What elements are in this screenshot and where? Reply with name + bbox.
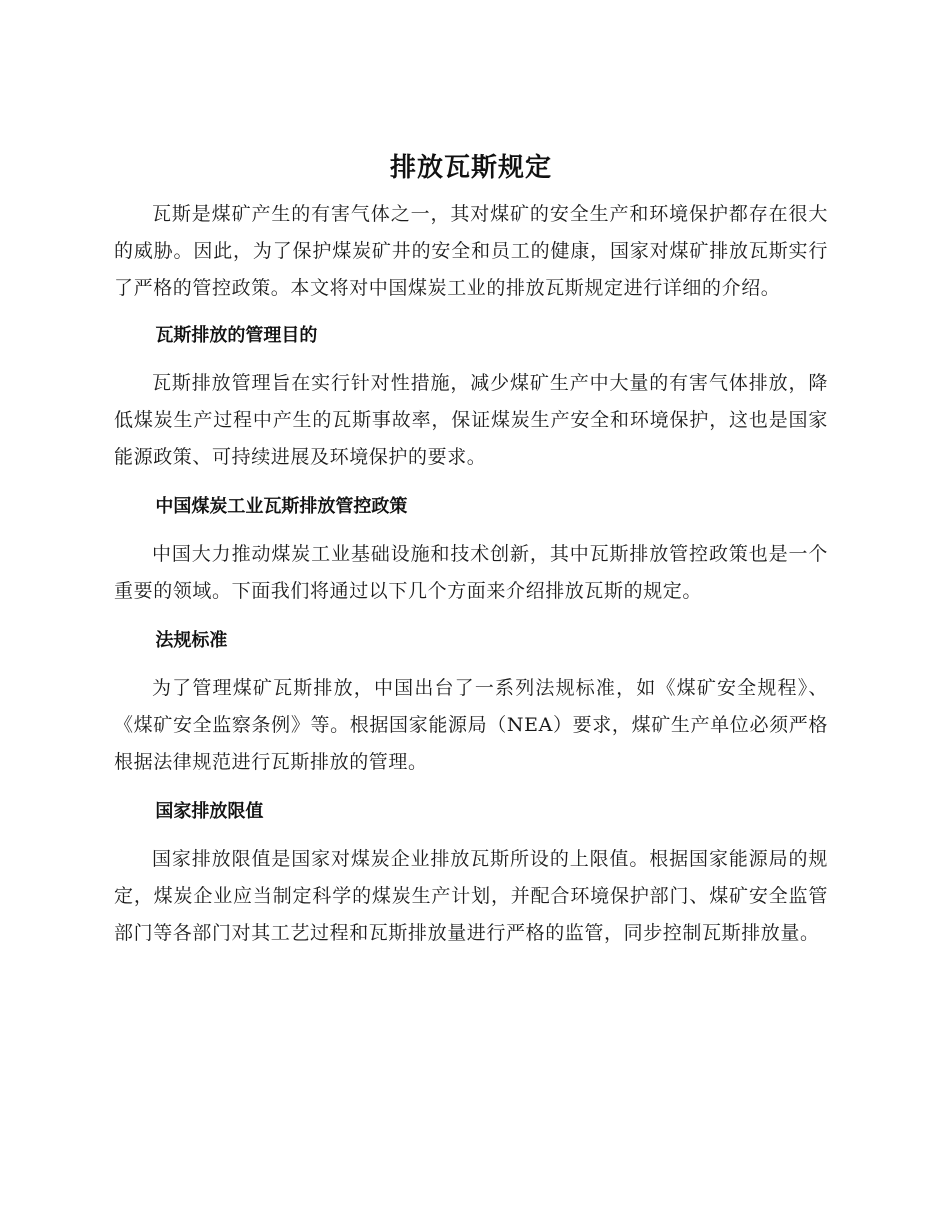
section-paragraph: 中国大力推动煤炭工业基础设施和技术创新，其中瓦斯排放管控政策也是一个重要的领域。下面我们将通过以下几个方面来介绍排放瓦斯的规定。 xyxy=(114,543,828,602)
section-heading: 中国煤炭工业瓦斯排放管控政策 xyxy=(155,496,408,517)
section-paragraph: 瓦斯排放管理旨在实行针对性措施，减少煤矿生产中大量的有害气体排放，降低煤炭生产过程中产生的瓦斯事故率，保证煤炭生产安全和环境保护，这也是国家能源政策、可持续进展及环境保护的要求。 xyxy=(114,372,828,468)
section-heading: 瓦斯排放的管理目的 xyxy=(155,325,318,346)
intro-paragraph: 瓦斯是煤矿产生的有害气体之一，其对煤矿的安全生产和环境保护都存在很大的威胁。因此，为了保护煤炭矿井的安全和员工的健康，国家对煤矿排放瓦斯实行了严格的管控政策。本文将对中国煤炭工业的排放瓦斯规定进行详细的介绍。 xyxy=(114,203,828,299)
document-title: 排放瓦斯规定 xyxy=(389,153,552,183)
section-heading: 法规标准 xyxy=(155,630,228,651)
section-paragraph: 为了管理煤矿瓦斯排放，中国出台了一系列法规标准，如《煤矿安全规程》、《煤矿安全监察条例》等。根据国家能源局（NEA）要求，煤矿生产单位必须严格根据法律规范进行瓦斯排放的管理。 xyxy=(114,677,828,773)
section-heading: 国家排放限值 xyxy=(155,801,264,822)
section-regulations xyxy=(114,626,828,781)
section-emission-limits xyxy=(114,797,828,952)
section-paragraph: 国家排放限值是国家对煤炭企业排放瓦斯所设的上限值。根据国家能源局的规定，煤炭企业应当制定科学的煤炭生产计划，并配合环境保护部门、煤矿安全监管部门等各部门对其工艺过程和瓦斯排放量进行严格的监管，同步控制瓦斯排放量。 xyxy=(114,848,828,944)
section-control-policy xyxy=(114,492,828,610)
section-management-purpose xyxy=(114,321,828,476)
